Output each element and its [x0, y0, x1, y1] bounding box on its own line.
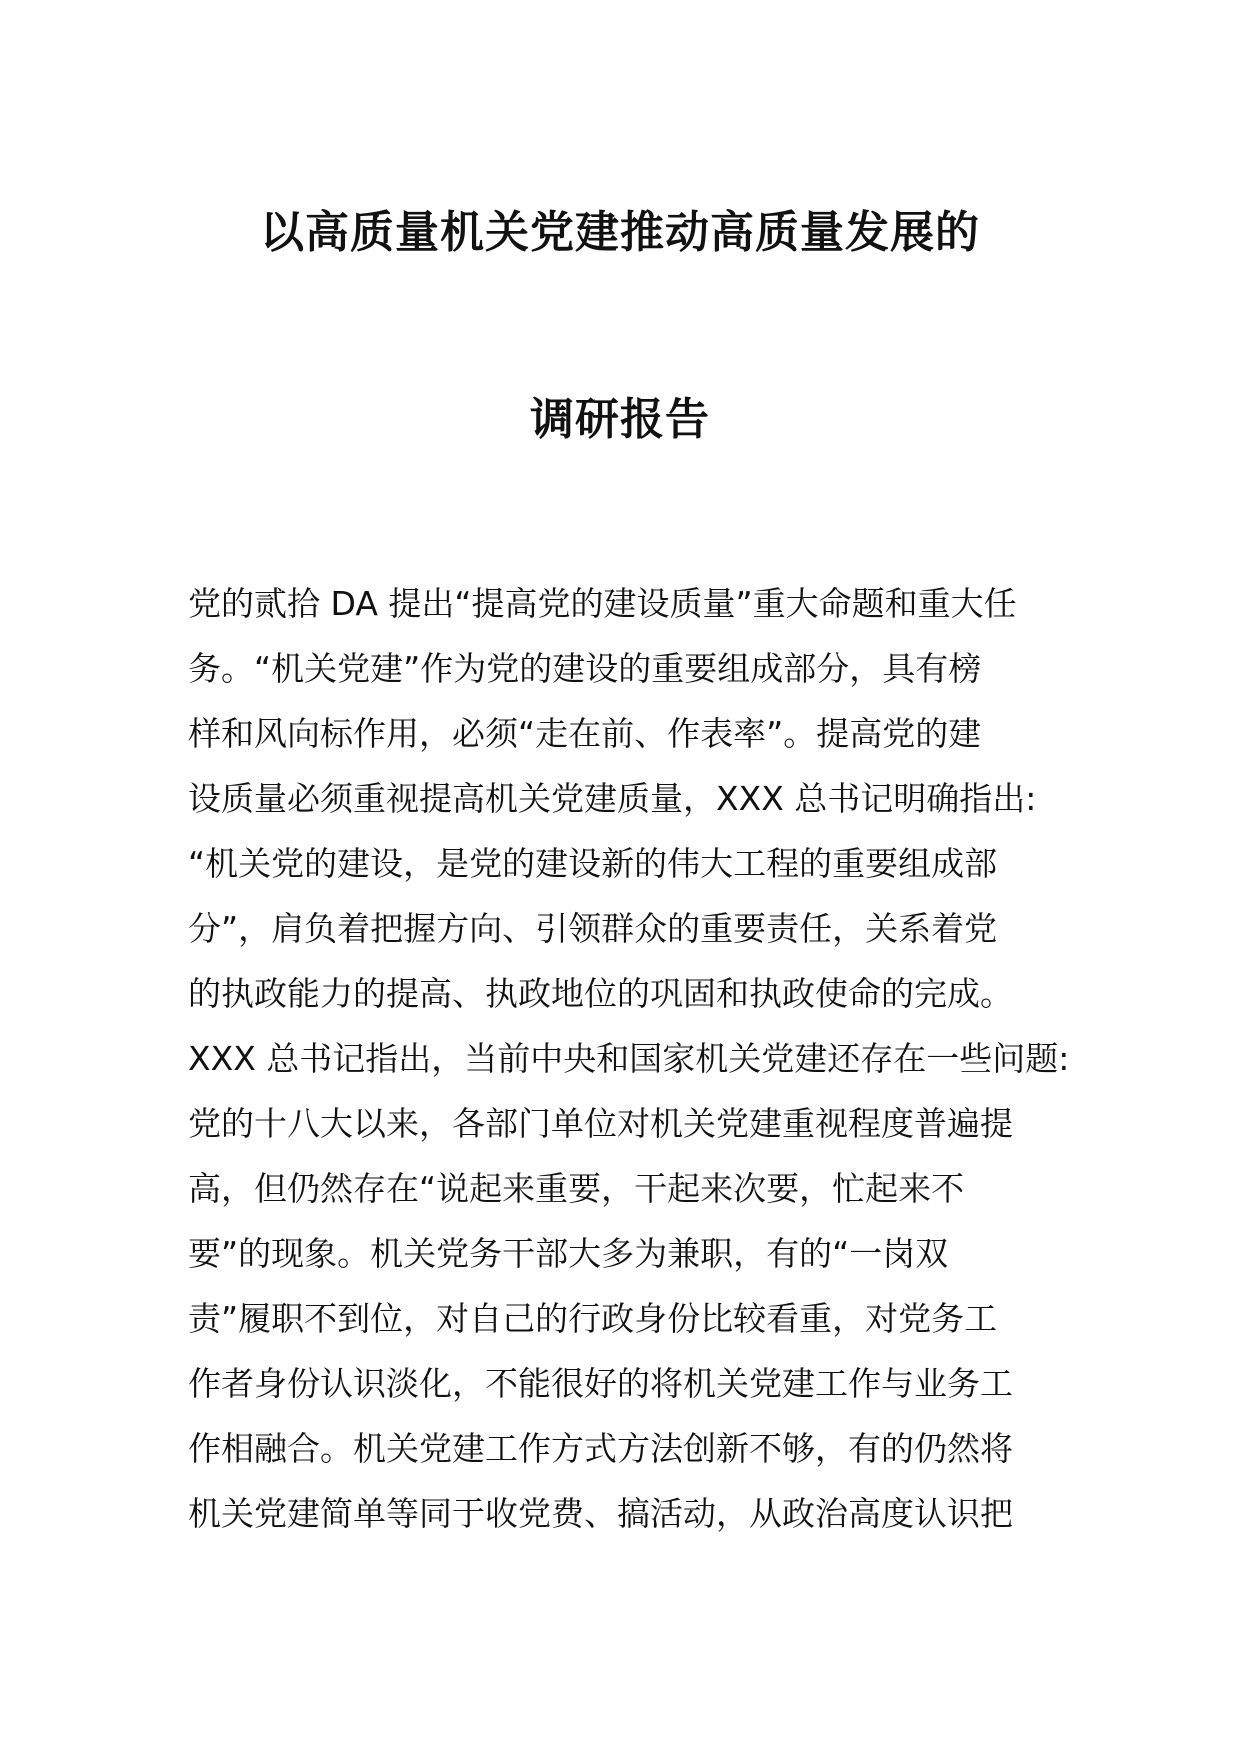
body-line: 责”履职不到位，对自己的行政身份比较看重，对党务工 — [188, 1299, 998, 1338]
body-line: 务。“机关党建”作为党的建设的重要组成部分，具有榜 — [188, 649, 982, 688]
body-line: 要”的现象。机关党务干部大多为兼职，有的“一岗双 — [188, 1234, 949, 1273]
body-line: 样和风向标作用，必须“走在前、作表率”。提高党的建 — [188, 714, 982, 753]
body-line: 作者身份认识淡化，不能很好的将机关党建工作与业务工 — [188, 1364, 1013, 1403]
body-line: 分”，肩负着把握方向、引领群众的重要责任，关系着党 — [188, 909, 998, 948]
body-line: 作相融合。机关党建工作方式方法创新不够，有的仍然将 — [188, 1429, 1013, 1468]
document-body — [188, 571, 1068, 1546]
document-title-line-2: 调研报告 — [530, 394, 710, 445]
body-line: 党的贰拾 DA 提出“提高党的建设质量”重大命题和重大任 — [188, 584, 1017, 623]
body-line: XXX 总书记指出，当前中央和国家机关党建还存在一些问题: — [188, 1039, 1070, 1078]
body-line: 党的十八大以来，各部门单位对机关党建重视程度普遍提 — [188, 1104, 1013, 1143]
body-line: 高，但仍然存在“说起来重要，干起来次要，忙起来不 — [188, 1169, 965, 1208]
body-line: 的执政能力的提高、执政地位的巩固和执政使命的完成。 — [188, 974, 1013, 1013]
body-line: 机关党建简单等同于收党费、搞活动，从政治高度认识把 — [188, 1494, 1013, 1533]
document-title-line-1: 以高质量机关党建推动高质量发展的 — [260, 207, 980, 258]
body-line: “机关党的建设，是党的建设新的伟大工程的重要组成部 — [188, 844, 998, 883]
body-line: 设质量必须重视提高机关党建质量，XXX 总书记明确指出: — [188, 779, 1037, 818]
